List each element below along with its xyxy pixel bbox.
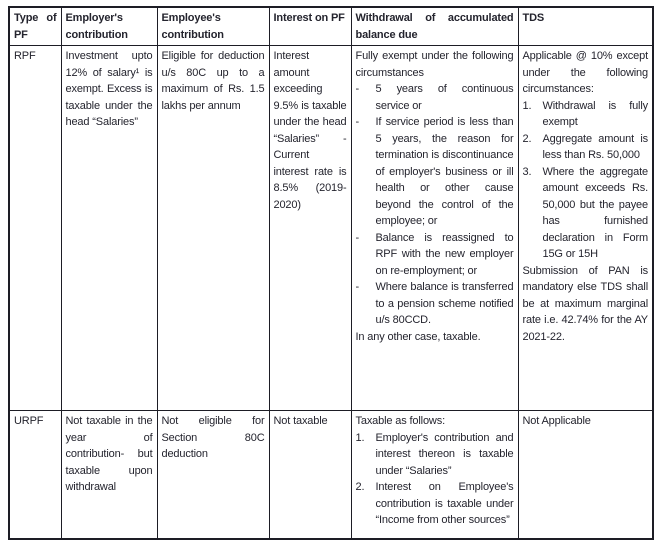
cell-paragraph: Not Applicable	[522, 415, 591, 427]
cell-paragraph: In any other case, taxable.	[355, 330, 481, 343]
pf-type-label: RPF	[14, 50, 36, 62]
list-item-text: Aggregate amount is less than Rs. 50,000	[542, 132, 648, 161]
col-header-employer-contribution: Employer's contribution	[61, 7, 157, 46]
list-item	[356, 430, 514, 480]
cell-paragraph: Eligible for deduction u/s 80C up to a maximum of Rs. 1.5 lakhs per annum	[161, 50, 265, 112]
cell-urpf-employer-contribution	[61, 411, 157, 539]
list-item	[356, 230, 514, 280]
cell-rpf-employer-contribution	[61, 46, 157, 411]
list-item-text: Employer's contribution and interest thereon is taxable under “Salaries”	[375, 431, 514, 477]
pf-type-label: URPF	[14, 415, 44, 427]
col-header-tds: TDS	[518, 7, 653, 46]
list-item	[523, 98, 649, 131]
cell-paragraph: Investment upto 12% of salary¹ is exempt. Excess is taxable under the head “Salaries”	[65, 50, 153, 128]
cell-rpf-withdrawal	[351, 46, 518, 411]
list-item	[356, 479, 514, 529]
list-marker: 2.	[522, 132, 532, 145]
list-item-text: Interest on Employee's contribution is taxable under “Income from other sources”	[375, 481, 514, 526]
list-marker: -	[355, 281, 360, 293]
list-marker: 2.	[355, 481, 365, 493]
col-header-employee-contribution: Employee's contribution	[157, 7, 269, 46]
list-marker: 1.	[522, 99, 532, 112]
list-marker: -	[355, 116, 360, 128]
list-marker: 1.	[355, 431, 365, 444]
list-marker: -	[355, 83, 360, 95]
cell-rpf-interest	[269, 46, 351, 411]
list-item	[523, 164, 649, 263]
col-header-withdrawal: Withdrawal of accumulated balance due	[351, 7, 518, 46]
col-header-interest-on-pf: Interest on PF	[269, 7, 351, 46]
list-item	[356, 279, 514, 329]
cell-urpf-type	[9, 411, 61, 539]
cell-urpf-tds	[518, 411, 653, 539]
cell-rpf-employee-contribution	[157, 46, 269, 411]
table-row-urpf	[9, 411, 653, 539]
cell-rpf-type	[9, 46, 61, 411]
list-item-text: If service period is less than 5 years, the reason for termination is discontinuance of employer's business or ill health or other cause beyond the control of the employee; or	[375, 116, 514, 227]
list-item-text: Withdrawal is fully exempt	[542, 99, 648, 128]
cell-rpf-tds	[518, 46, 653, 411]
list-item	[356, 114, 514, 230]
col-header-type-of-pf: Type of PF	[9, 7, 61, 46]
list-marker: -	[355, 231, 360, 244]
cell-paragraph: Submission of PAN is mandatory else TDS shall be at maximum marginal rate i.e. 42.74% for the AY 2021-22.	[522, 264, 648, 343]
list-item	[356, 81, 514, 114]
cell-paragraph: Fully exempt under the following circumstances	[355, 50, 514, 79]
list-item-text: Where balance is transferred to a pension scheme notified u/s 80CCD.	[375, 281, 514, 326]
list-item-text: 5 years of continuous service or	[375, 83, 514, 112]
header-row	[9, 7, 653, 46]
pf-tax-table	[8, 6, 654, 540]
list-item-text: Where the aggregate amount exceeds Rs. 50,000 but the payee has furnished declaration in Form 15G or 15H	[542, 165, 648, 260]
list-item-text: Balance is reassigned to RPF with the new employer on re-employment; or	[375, 231, 514, 277]
cell-urpf-interest	[269, 411, 351, 539]
cell-paragraph: Taxable as follows:	[355, 415, 445, 427]
cell-urpf-employee-contribution	[157, 411, 269, 539]
list-marker: 3.	[522, 165, 532, 178]
cell-paragraph: Not taxable	[273, 415, 328, 427]
cell-paragraph: Applicable @ 10% except under the following circumstances:	[522, 50, 648, 95]
cell-paragraph: Not taxable in the year of contribution- but taxable upon withdrawal	[65, 415, 153, 493]
cell-urpf-withdrawal	[351, 411, 518, 539]
cell-paragraph: Not eligible for Section 80C deduction	[161, 415, 265, 460]
table-row-rpf	[9, 46, 653, 411]
list-item	[523, 131, 649, 164]
cell-paragraph: Interest amount exceeding 9.5% is taxable under the head “Salaries” - Current interest rate is 8.5% (2019-2020)	[273, 50, 347, 211]
